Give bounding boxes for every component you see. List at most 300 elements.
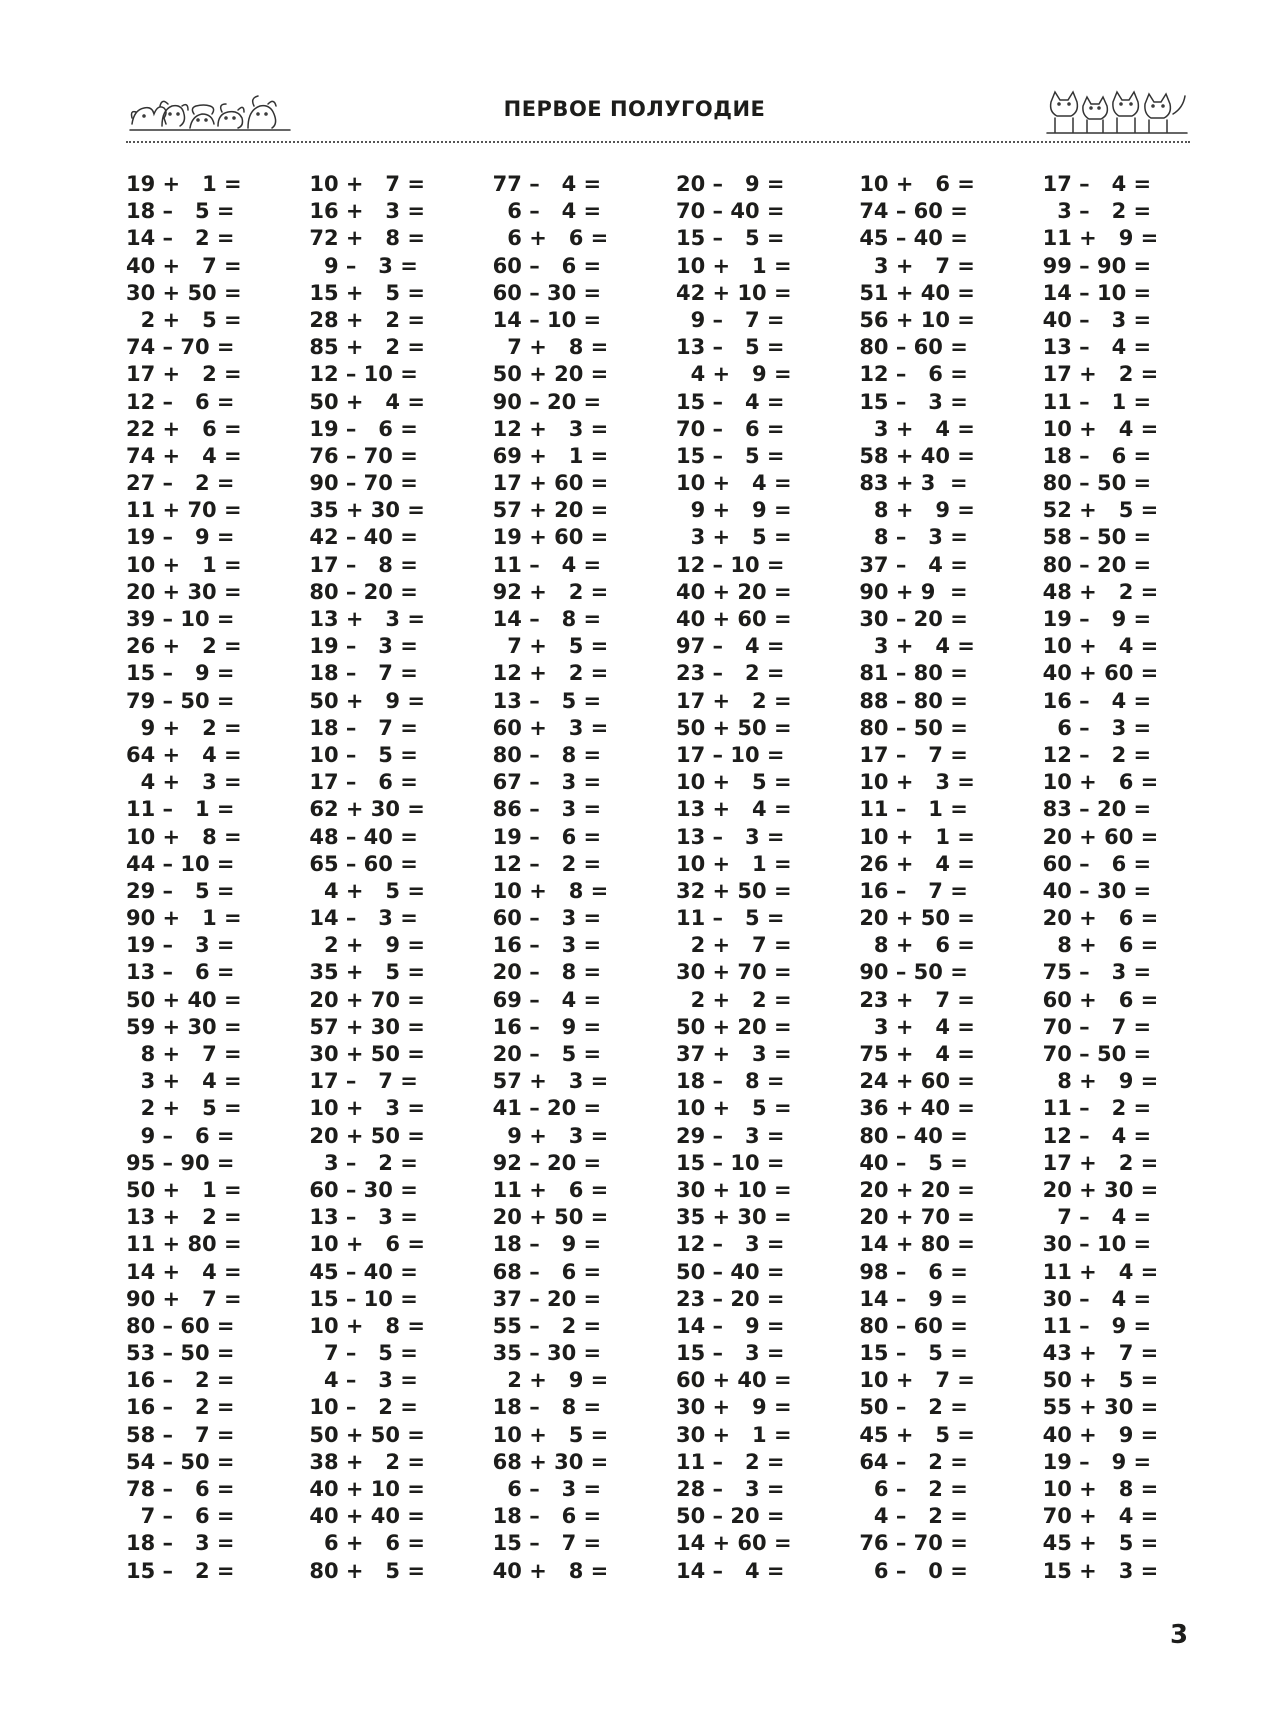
exercise-item: 6 + 6 = [309, 1531, 425, 1556]
exercise-item: 80 – 20 = [309, 579, 418, 604]
exercise-item: 2 + 7 = [675, 933, 792, 958]
exercise-item: 20 + 20 = [859, 1177, 975, 1202]
exercise-item: 8 + 9 = [1042, 1069, 1159, 1094]
exercise-item: 26 + 2 = [126, 634, 242, 659]
exercise-item: 20 + 60 = [1042, 824, 1159, 849]
exercise-item: 18 – 6 = [492, 1504, 602, 1529]
exercise-item: 28 – 3 = [675, 1477, 785, 1501]
exercise-item: 12 – 10 = [675, 552, 785, 577]
exercise-item: 81 – 80 = [859, 661, 968, 686]
exercise-item: 11 + 6 = [492, 1177, 609, 1202]
exercise-item: 40 + 10 = [309, 1477, 425, 1501]
exercise-item: 53 – 50 = [126, 1341, 235, 1366]
exercise-item: 19 – 6 = [492, 824, 602, 849]
exercise-column-3 [493, 171, 676, 1585]
exercise-item: 10 + 3 = [859, 770, 975, 795]
exercise-item: 38 + 2 = [309, 1449, 425, 1474]
exercise-item: 40 – 5 = [859, 1150, 968, 1175]
exercise-item: 80 – 8 = [492, 742, 602, 767]
exercise-item: 10 + 1 = [675, 253, 792, 278]
exercise-item: 10 + 4 = [1042, 416, 1159, 441]
exercise-item: 60 – 6 = [492, 253, 602, 278]
exercise-item: 10 – 5 = [309, 742, 418, 767]
exercise-item: 37 – 20 = [492, 1286, 602, 1311]
exercise-item: 20 + 50 = [492, 1205, 609, 1230]
exercise-item: 8 – 3 = [859, 525, 968, 550]
exercise-item: 15 – 9 = [126, 661, 235, 686]
exercise-item: 50 + 50 = [675, 715, 792, 740]
exercise-item: 51 + 40 = [859, 280, 975, 305]
exercise-item: 14 + 80 = [859, 1232, 975, 1257]
exercise-item: 15 – 5 = [859, 1341, 968, 1366]
exercise-item: 15 + 5 = [309, 280, 425, 305]
exercise-item: 10 + 1 = [126, 552, 242, 577]
exercise-item: 60 – 6 = [1042, 851, 1152, 876]
exercise-item: 40 + 20 = [675, 579, 792, 604]
exercise-item: 83 + 3 = [859, 471, 968, 496]
exercise-item: 2 + 9 = [309, 933, 425, 958]
exercise-item: 19 + 60 = [492, 525, 609, 550]
exercise-item: 44 – 10 = [126, 851, 235, 876]
exercise-item: 13 – 6 = [126, 960, 235, 985]
exercise-item: 50 + 40 = [126, 987, 242, 1012]
exercise-item: 20 + 70 = [309, 987, 425, 1012]
exercise-item: 83 – 20 = [1042, 797, 1152, 822]
exercise-item: 12 – 6 = [859, 362, 968, 387]
exercise-item: 50 + 50 = [309, 1422, 425, 1447]
exercise-item: 7 + 8 = [492, 335, 609, 360]
exercise-item: 17 – 7 = [859, 742, 968, 767]
exercise-item: 50 – 20 = [675, 1504, 785, 1529]
exercise-item: 4 + 3 = [126, 770, 242, 795]
exercise-item: 7 – 6 = [126, 1504, 235, 1529]
exercise-item: 15 – 2 = [126, 1558, 235, 1583]
exercise-item: 13 – 4 = [1042, 335, 1152, 360]
exercise-item: 14 – 10 = [1042, 280, 1152, 305]
exercise-column-5 [859, 171, 1042, 1585]
exercise-item: 13 – 5 = [492, 688, 602, 713]
exercise-item: 2 + 2 = [675, 987, 792, 1012]
exercise-item: 10 + 5 = [675, 1096, 792, 1121]
exercise-item: 48 + 2 = [1042, 579, 1159, 604]
exercise-item: 58 – 50 = [1042, 525, 1152, 550]
exercise-item: 30 + 9 = [675, 1395, 792, 1420]
exercise-item: 14 + 4 = [126, 1259, 242, 1284]
exercise-item: 13 + 3 = [309, 607, 425, 631]
exercise-item: 30 – 10 = [1042, 1232, 1152, 1257]
exercise-item: 57 + 30 = [309, 1014, 425, 1039]
exercise-item: 18 – 9 = [492, 1232, 602, 1257]
exercise-item: 29 – 3 = [675, 1123, 785, 1148]
exercise-item: 57 + 20 = [492, 498, 609, 523]
exercise-item: 9 + 9 = [675, 498, 792, 523]
exercise-item: 76 – 70 = [309, 443, 418, 468]
exercise-item: 15 – 3 = [675, 1341, 785, 1366]
exercise-item: 40 + 60 = [675, 607, 792, 631]
exercise-item: 10 + 4 = [675, 471, 792, 496]
exercise-item: 80 – 50 = [1042, 471, 1152, 496]
exercise-item: 17 + 60 = [492, 471, 609, 496]
exercise-item: 18 – 7 = [309, 715, 418, 740]
exercise-item: 80 – 50 = [859, 715, 968, 740]
exercise-item: 40 + 7 = [126, 253, 242, 278]
exercise-item: 17 – 10 = [675, 742, 785, 767]
exercise-item: 3 + 7 = [859, 253, 975, 278]
exercise-item: 19 – 3 = [126, 933, 235, 958]
exercise-item: 41 – 20 = [492, 1096, 602, 1121]
exercise-item: 10 – 2 = [309, 1395, 418, 1420]
exercise-item: 39 – 10 = [126, 607, 235, 631]
exercise-item: 14 + 60 = [675, 1531, 792, 1556]
exercise-item: 10 + 7 = [859, 1368, 975, 1393]
exercise-item: 85 + 2 = [309, 335, 425, 360]
exercise-item: 17 – 4 = [1042, 172, 1152, 196]
exercise-item: 6 – 3 = [492, 1477, 602, 1501]
exercise-item: 7 – 4 = [1042, 1205, 1152, 1230]
exercise-item: 10 + 1 = [675, 851, 792, 876]
exercise-item: 17 + 2 = [1042, 362, 1159, 387]
exercise-item: 14 – 9 = [859, 1286, 968, 1311]
exercise-item: 15 – 5 = [675, 443, 785, 468]
exercise-item: 14 – 2 = [126, 226, 235, 251]
exercise-item: 70 – 7 = [1042, 1014, 1152, 1039]
exercise-item: 50 – 2 = [859, 1395, 968, 1420]
exercise-item: 79 – 50 = [126, 688, 235, 713]
exercise-item: 75 + 4 = [859, 1042, 975, 1066]
exercise-item: 67 – 3 = [492, 770, 602, 795]
exercise-item: 19 + 1 = [126, 172, 242, 196]
exercise-item: 16 – 2 = [126, 1395, 235, 1420]
exercise-item: 16 – 9 = [492, 1014, 602, 1039]
exercise-item: 13 – 3 = [309, 1205, 418, 1230]
exercise-item: 74 – 60 = [859, 199, 968, 224]
exercise-item: 80 – 60 = [859, 1313, 968, 1338]
exercise-item: 10 + 5 = [675, 770, 792, 795]
exercise-item: 2 + 5 = [126, 307, 242, 332]
exercise-columns [126, 171, 1226, 1585]
exercise-item: 45 + 5 = [1042, 1531, 1159, 1556]
exercise-item: 3 – 2 = [309, 1150, 418, 1175]
exercise-item: 50 + 20 = [675, 1014, 792, 1039]
exercise-item: 10 + 8 = [309, 1313, 425, 1338]
exercise-item: 86 – 3 = [492, 797, 602, 822]
exercise-item: 20 + 30 = [126, 579, 242, 604]
exercise-item: 16 – 3 = [492, 933, 602, 958]
exercise-item: 3 + 5 = [675, 525, 792, 550]
exercise-item: 65 – 60 = [309, 851, 418, 876]
exercise-item: 16 – 4 = [1042, 688, 1152, 713]
exercise-item: 8 + 6 = [1042, 933, 1159, 958]
exercise-item: 90 – 70 = [309, 471, 418, 496]
exercise-item: 70 + 4 = [1042, 1504, 1159, 1529]
exercise-item: 76 – 70 = [859, 1531, 968, 1556]
exercise-item: 17 + 2 = [1042, 1150, 1159, 1175]
exercise-column-2 [309, 171, 492, 1585]
exercise-item: 77 – 4 = [492, 172, 602, 196]
exercise-item: 3 + 4 = [859, 416, 975, 441]
exercise-item: 18 – 3 = [126, 1531, 235, 1556]
exercise-item: 17 + 2 = [126, 362, 242, 387]
exercise-item: 28 + 2 = [309, 307, 425, 332]
exercise-item: 74 + 4 = [126, 443, 242, 468]
exercise-item: 23 + 7 = [859, 987, 975, 1012]
exercise-item: 62 + 30 = [309, 797, 425, 822]
exercise-item: 20 + 70 = [859, 1205, 975, 1230]
exercise-item: 15 + 3 = [1042, 1558, 1159, 1583]
exercise-item: 4 – 2 = [859, 1504, 968, 1529]
exercise-item: 11 + 70 = [126, 498, 242, 523]
exercise-item: 17 – 6 = [309, 770, 418, 795]
exercise-item: 48 – 40 = [309, 824, 418, 849]
exercise-item: 54 – 50 = [126, 1449, 235, 1474]
exercise-item: 22 + 6 = [126, 416, 242, 441]
exercise-item: 18 – 8 = [675, 1069, 785, 1094]
exercise-item: 12 – 2 = [1042, 742, 1152, 767]
exercise-item: 30 + 70 = [675, 960, 792, 985]
exercise-item: 11 – 9 = [1042, 1313, 1152, 1338]
exercise-item: 80 – 20 = [1042, 552, 1152, 577]
exercise-column-4 [676, 171, 859, 1585]
exercise-item: 10 + 5 = [492, 1422, 609, 1447]
exercise-item: 80 – 60 = [126, 1313, 235, 1338]
exercise-item: 92 + 2 = [492, 579, 609, 604]
exercise-item: 20 + 50 = [309, 1123, 425, 1148]
exercise-item: 14 – 8 = [492, 607, 602, 631]
exercise-item: 50 + 4 = [309, 389, 425, 414]
exercise-item: 90 – 50 = [859, 960, 968, 985]
exercise-item: 13 – 5 = [675, 335, 785, 360]
exercise-item: 12 – 4 = [1042, 1123, 1152, 1148]
exercise-item: 35 – 30 = [492, 1341, 602, 1366]
header-divider [126, 141, 1190, 143]
exercise-item: 11 – 1 = [126, 797, 235, 822]
exercise-item: 64 – 2 = [859, 1449, 968, 1474]
exercise-item: 37 + 3 = [675, 1042, 792, 1066]
exercise-item: 60 – 30 = [492, 280, 602, 305]
exercise-item: 11 – 5 = [675, 906, 785, 931]
exercise-item: 80 – 40 = [859, 1123, 968, 1148]
exercise-item: 14 – 9 = [675, 1313, 785, 1338]
exercise-item: 29 – 5 = [126, 878, 235, 903]
exercise-item: 68 + 30 = [492, 1449, 609, 1474]
exercise-item: 11 – 2 = [675, 1449, 785, 1474]
exercise-item: 59 + 30 = [126, 1014, 242, 1039]
exercise-item: 58 – 7 = [126, 1422, 235, 1447]
exercise-item: 19 – 9 = [1042, 1449, 1152, 1474]
exercise-item: 35 + 30 = [309, 498, 425, 523]
exercise-item: 36 + 40 = [859, 1096, 975, 1121]
exercise-item: 20 – 5 = [492, 1042, 602, 1066]
exercise-item: 20 + 50 = [859, 906, 975, 931]
exercise-item: 11 – 1 = [1042, 389, 1152, 414]
exercise-item: 56 + 10 = [859, 307, 975, 332]
exercise-item: 45 – 40 = [859, 226, 968, 251]
exercise-item: 3 – 2 = [1042, 199, 1152, 224]
exercise-item: 57 + 3 = [492, 1069, 609, 1094]
exercise-item: 10 + 7 = [309, 172, 425, 196]
exercise-item: 13 – 3 = [675, 824, 785, 849]
exercise-item: 37 – 4 = [859, 552, 968, 577]
exercise-item: 64 + 4 = [126, 742, 242, 767]
exercise-item: 45 – 40 = [309, 1259, 418, 1284]
exercise-item: 90 + 9 = [859, 579, 968, 604]
exercise-item: 12 – 6 = [126, 389, 235, 414]
exercise-item: 50 + 1 = [126, 1177, 242, 1202]
exercise-item: 13 + 4 = [675, 797, 792, 822]
exercise-item: 19 – 9 = [126, 525, 235, 550]
page-title: ПЕРВОЕ ПОЛУГОДИЕ [503, 97, 766, 121]
exercise-item: 20 + 30 = [1042, 1177, 1159, 1202]
exercise-item: 70 – 40 = [675, 199, 785, 224]
exercise-item: 42 + 10 = [675, 280, 792, 305]
exercise-column-6 [1043, 171, 1226, 1585]
exercise-item: 30 – 20 = [859, 607, 968, 631]
exercise-item: 6 – 3 = [1042, 715, 1152, 740]
exercise-item: 18 – 6 = [1042, 443, 1152, 468]
exercise-item: 35 + 30 = [675, 1205, 792, 1230]
exercise-item: 30 + 10 = [675, 1177, 792, 1202]
exercise-item: 15 – 10 = [675, 1150, 785, 1175]
exercise-item: 27 – 2 = [126, 471, 235, 496]
exercise-item: 15 – 4 = [675, 389, 785, 414]
exercise-item: 97 – 4 = [675, 634, 785, 659]
exercise-item: 12 + 2 = [492, 661, 609, 686]
exercise-item: 6 – 4 = [492, 199, 602, 224]
exercise-item: 8 + 9 = [859, 498, 975, 523]
exercise-item: 30 + 50 = [309, 1042, 425, 1066]
exercise-item: 14 – 3 = [309, 906, 418, 931]
exercise-item: 60 + 40 = [675, 1368, 792, 1393]
exercise-item: 69 + 1 = [492, 443, 609, 468]
exercise-item: 55 – 2 = [492, 1313, 602, 1338]
exercise-item: 55 + 30 = [1042, 1395, 1159, 1420]
exercise-item: 3 + 4 = [859, 634, 975, 659]
exercise-item: 12 – 2 = [492, 851, 602, 876]
exercise-item: 3 + 4 = [126, 1069, 242, 1094]
puppies-illustration-icon [126, 84, 296, 134]
exercise-item: 40 + 60 = [1042, 661, 1159, 686]
exercise-item: 17 + 2 = [675, 688, 792, 713]
exercise-item: 9 – 3 = [309, 253, 418, 278]
exercise-item: 99 – 90 = [1042, 253, 1152, 278]
exercise-item: 43 + 7 = [1042, 1341, 1159, 1366]
exercise-item: 75 – 3 = [1042, 960, 1152, 985]
exercise-item: 60 + 3 = [492, 715, 609, 740]
exercise-item: 8 + 6 = [859, 933, 975, 958]
exercise-item: 50 + 9 = [309, 688, 425, 713]
exercise-item: 11 – 2 = [1042, 1096, 1152, 1121]
exercise-item: 74 – 70 = [126, 335, 235, 360]
exercise-item: 23 – 20 = [675, 1286, 785, 1311]
exercise-item: 8 + 7 = [126, 1042, 242, 1066]
exercise-item: 42 – 40 = [309, 525, 418, 550]
exercise-item: 60 – 3 = [492, 906, 602, 931]
exercise-item: 24 + 60 = [859, 1069, 975, 1094]
exercise-item: 52 + 5 = [1042, 498, 1159, 523]
exercise-item: 20 + 6 = [1042, 906, 1159, 931]
exercise-item: 40 – 3 = [1042, 307, 1152, 332]
exercise-item: 12 – 10 = [309, 362, 418, 387]
exercise-item: 88 – 80 = [859, 688, 968, 713]
exercise-item: 72 + 8 = [309, 226, 425, 251]
exercise-item: 6 – 2 = [859, 1477, 968, 1501]
exercise-item: 12 + 3 = [492, 416, 609, 441]
exercise-item: 70 – 6 = [675, 416, 785, 441]
exercise-item: 10 + 6 = [859, 172, 975, 196]
exercise-item: 50 + 5 = [1042, 1368, 1159, 1393]
exercise-item: 16 + 3 = [309, 199, 425, 224]
exercise-item: 98 – 6 = [859, 1259, 968, 1284]
exercise-item: 23 – 2 = [675, 661, 785, 686]
exercise-item: 2 + 9 = [492, 1368, 609, 1393]
exercise-item: 9 + 3 = [492, 1123, 609, 1148]
exercise-item: 78 – 6 = [126, 1477, 235, 1501]
exercise-item: 10 + 6 = [1042, 770, 1159, 795]
kittens-illustration-icon [1045, 84, 1190, 136]
exercise-item: 26 + 4 = [859, 851, 975, 876]
exercise-item: 19 – 3 = [309, 634, 418, 659]
exercise-item: 40 + 9 = [1042, 1422, 1159, 1447]
exercise-item: 15 – 10 = [309, 1286, 418, 1311]
exercise-item: 35 + 5 = [309, 960, 425, 985]
exercise-item: 6 – 0 = [859, 1558, 968, 1583]
exercise-item: 13 + 2 = [126, 1205, 242, 1230]
exercise-item: 17 – 7 = [309, 1069, 418, 1094]
exercise-item: 17 – 8 = [309, 552, 418, 577]
exercise-item: 4 – 3 = [309, 1368, 418, 1393]
exercise-item: 80 – 60 = [859, 335, 968, 360]
exercise-item: 10 + 8 = [492, 878, 609, 903]
exercise-item: 90 + 1 = [126, 906, 242, 931]
exercise-item: 18 – 7 = [309, 661, 418, 686]
exercise-item: 90 + 7 = [126, 1286, 242, 1311]
exercise-item: 4 + 9 = [675, 362, 792, 387]
exercise-item: 9 – 6 = [126, 1123, 235, 1148]
exercise-item: 9 – 7 = [675, 307, 785, 332]
exercise-item: 14 – 4 = [675, 1558, 785, 1583]
exercise-item: 10 + 8 = [1042, 1477, 1159, 1501]
exercise-item: 10 + 1 = [859, 824, 975, 849]
exercise-item: 11 – 1 = [859, 797, 968, 822]
exercise-item: 30 – 4 = [1042, 1286, 1152, 1311]
exercise-item: 12 – 3 = [675, 1232, 785, 1257]
exercise-item: 19 – 6 = [309, 416, 418, 441]
exercise-item: 60 – 30 = [309, 1177, 418, 1202]
exercise-item: 18 – 5 = [126, 199, 235, 224]
exercise-item: 10 + 4 = [1042, 634, 1159, 659]
exercise-item: 40 + 8 = [492, 1558, 609, 1583]
exercise-item: 18 – 8 = [492, 1395, 602, 1420]
exercise-item: 19 – 9 = [1042, 607, 1152, 631]
exercise-item: 10 + 8 = [126, 824, 242, 849]
exercise-item: 20 – 8 = [492, 960, 602, 985]
exercise-item: 69 – 4 = [492, 987, 602, 1012]
exercise-item: 40 + 40 = [309, 1504, 425, 1529]
exercise-item: 11 + 80 = [126, 1232, 242, 1257]
exercise-item: 7 + 5 = [492, 634, 609, 659]
exercise-item: 11 – 4 = [492, 552, 602, 577]
exercise-column-1 [126, 171, 309, 1585]
exercise-item: 30 + 1 = [675, 1422, 792, 1447]
exercise-item: 4 + 5 = [309, 878, 425, 903]
exercise-item: 11 + 4 = [1042, 1259, 1159, 1284]
exercise-item: 16 – 7 = [859, 878, 968, 903]
exercise-item: 58 + 40 = [859, 443, 975, 468]
exercise-item: 50 – 40 = [675, 1259, 785, 1284]
exercise-item: 60 + 6 = [1042, 987, 1159, 1012]
exercise-item: 30 + 50 = [126, 280, 242, 305]
exercise-item: 15 – 3 = [859, 389, 968, 414]
